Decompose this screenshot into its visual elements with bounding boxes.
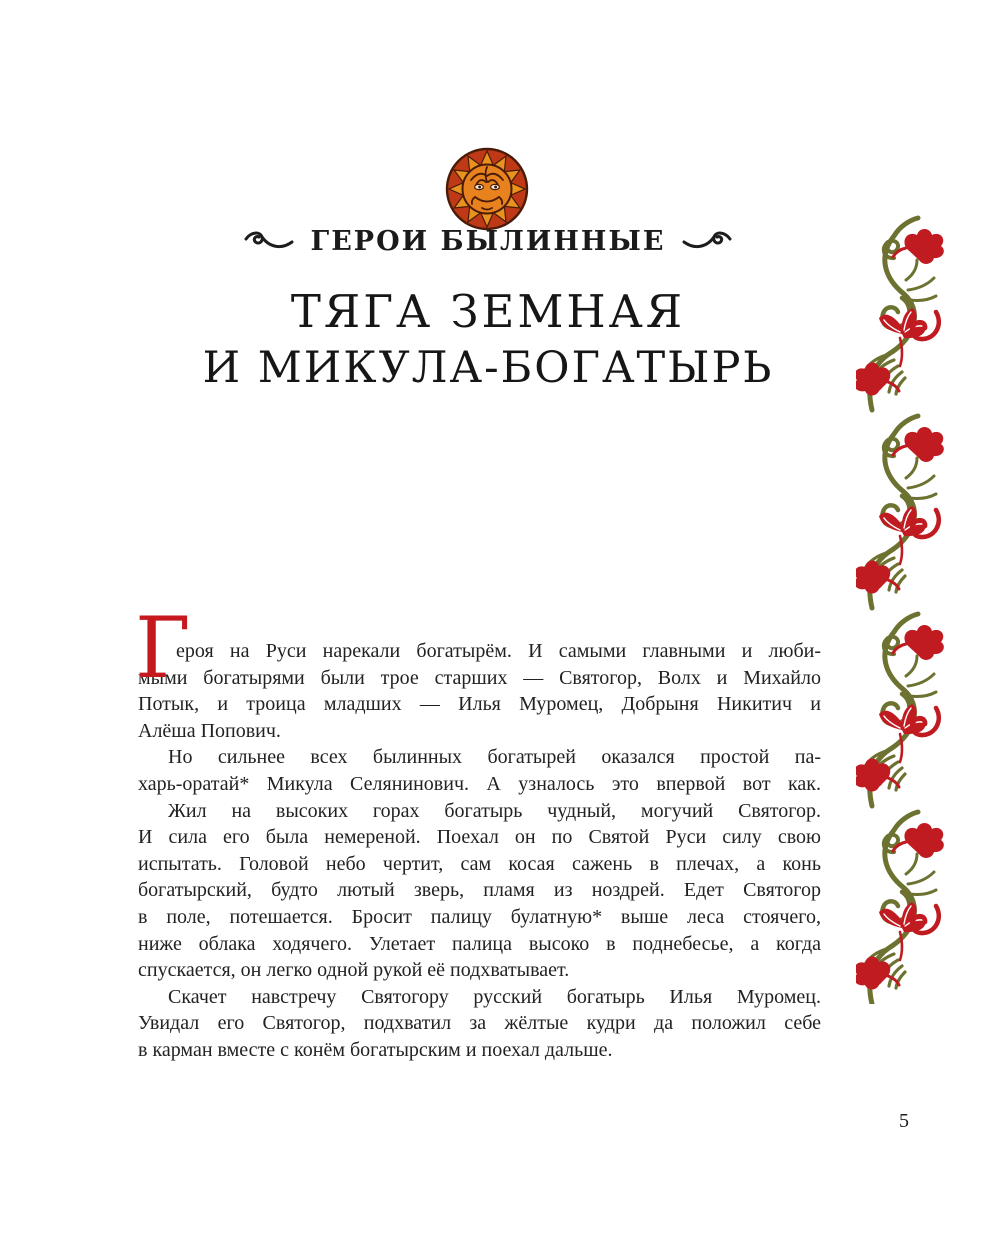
text-line: испытать. Головой небо чертит, сам косая сажень в плечах, а конь bbox=[138, 852, 821, 875]
paragraph bbox=[138, 798, 821, 984]
text-line: в поле, потешается. Бросит палицу булатную* выше леса стоячего, bbox=[138, 905, 821, 928]
title-line-2: И МИКУЛА-БОГАТЫРЬ bbox=[202, 343, 774, 393]
text-line: Скачет навстречу Святогору русский богатырь Илья Муромец. bbox=[168, 985, 821, 1008]
page-number: 5 bbox=[899, 1110, 909, 1132]
left-flourish-icon bbox=[243, 229, 295, 255]
text-line: мыми богатырями были трое старших — Святогор, Волх и Михайло bbox=[138, 666, 821, 689]
floral-vine-border-icon bbox=[856, 212, 944, 1004]
text-line: в карман вместе с конём богатырским и поехал дальше. bbox=[138, 1038, 613, 1061]
text-line: Алёша Попович. bbox=[138, 719, 281, 742]
text-line: Потык, и троица младших — Илья Муромец, Добрыня Никитич и bbox=[138, 693, 821, 716]
sun-emblem-icon bbox=[444, 146, 530, 232]
text-line: ероя на Руси нарекали богатырём. И самыми главными и люби- bbox=[176, 640, 821, 662]
title-line-1: ТЯГА ЗЕМНАЯ bbox=[290, 285, 686, 338]
text-line: спускается, он легко одной рукой её подхватывает. bbox=[138, 959, 570, 982]
text-line: харь-оратай* Микула Селянинович. А узналось это впервой вот как. bbox=[138, 772, 821, 795]
section-title: ГЕРОИ БЫЛИННЫЕ bbox=[310, 226, 666, 257]
text-line: ниже облака ходячего. Улетает палица высоко в поднебесье, а когда bbox=[138, 932, 821, 955]
page-title bbox=[88, 284, 888, 396]
text-line: Жил на высоких горах богатырь чудный, могучий Святогор. bbox=[168, 799, 821, 822]
section-header bbox=[138, 226, 838, 257]
right-flourish-icon bbox=[681, 229, 733, 255]
paragraph bbox=[138, 984, 821, 1064]
text-line: Но сильнее всех былинных богатырей оказался простой па- bbox=[168, 746, 821, 769]
story-text bbox=[135, 599, 821, 1064]
drop-cap: Г bbox=[135, 599, 191, 697]
paragraph bbox=[138, 744, 821, 797]
paragraph bbox=[138, 638, 821, 744]
text-line: И сила его была немереной. Поехал он по Святой Руси силу свою bbox=[138, 826, 821, 849]
text-line: Увидал его Святогор, подхватил за жёлтые кудри да положил себе bbox=[138, 1012, 821, 1035]
text-line: богатырский, будто лютый зверь, пламя из ноздрей. Едет Святогор bbox=[138, 879, 821, 902]
